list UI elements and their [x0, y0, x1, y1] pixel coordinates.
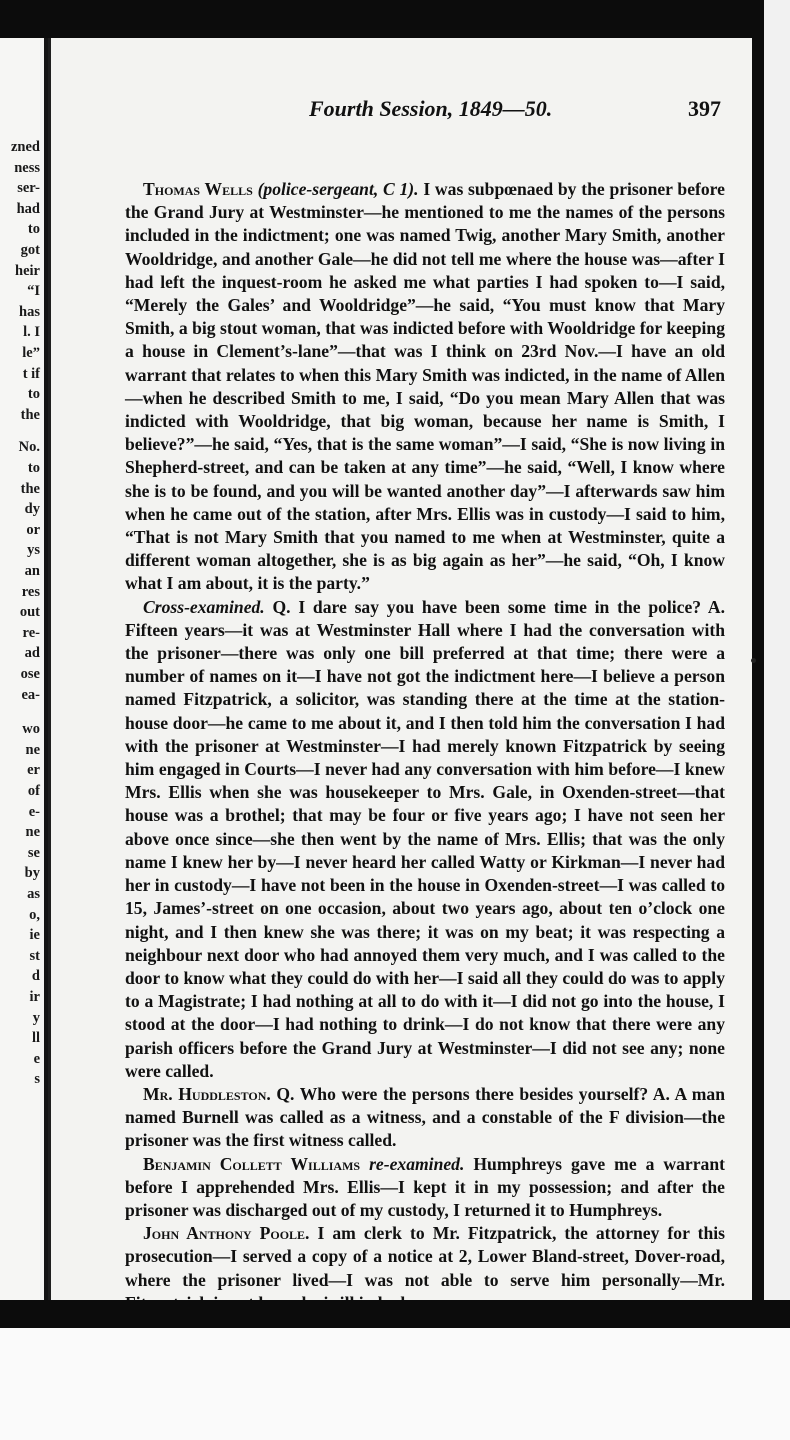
facing-page-fragment: zned [11, 139, 40, 155]
facing-page-fragment: res [21, 583, 40, 600]
running-head: Fourth Session, 1849—50. [309, 96, 553, 121]
facing-page-fragment: to [27, 221, 40, 238]
facing-page-fragment: ir [29, 989, 40, 1005]
witness-name: Benjamin Collett Williams [143, 1153, 361, 1174]
facing-page-fragment: heir [15, 262, 40, 279]
facing-page-fragment: t if [22, 365, 40, 382]
witness-name: Thomas Wells [143, 179, 253, 199]
facing-page-fragment: had [16, 200, 40, 217]
facing-page-fragment: ll [31, 1030, 40, 1047]
facing-page-fragment: ser- [17, 180, 40, 197]
facing-page-fragment: e [33, 1050, 40, 1067]
facing-page-fragment: ne [25, 824, 40, 841]
facing-page-fragment: as [27, 886, 40, 902]
scan-frame-bottom [0, 1300, 790, 1328]
scan-frame-right [752, 30, 764, 1330]
witness-name: John Anthony Poole. [143, 1223, 310, 1244]
facing-page-fragment: ness [14, 159, 40, 176]
facing-page-fragment: out [19, 604, 40, 621]
re-examination-paragraph [125, 1153, 725, 1223]
facing-page-fragment: le” [22, 345, 40, 361]
facing-page-fragment: No. [18, 439, 40, 456]
facing-page-fragment: “I [27, 283, 40, 300]
ink-speck [751, 658, 756, 663]
facing-page-fragment: dy [24, 501, 40, 518]
facing-page-fragment: ose [20, 666, 40, 682]
facing-page-fragment: the [20, 406, 40, 423]
facing-page-fragment: got [20, 242, 40, 258]
page-number: 397 [688, 96, 721, 121]
facing-page-fragment: d [31, 968, 40, 985]
scan-margin-right [764, 0, 790, 1440]
facing-page-fragment: the [20, 480, 40, 497]
testimony-paragraph [125, 178, 725, 596]
facing-page-fragment: s [34, 1071, 40, 1088]
facing-page-fragment: l. I [23, 324, 40, 341]
witness-role: re-examined. [369, 1153, 465, 1174]
cross-examined-label: Cross-examined. [143, 596, 265, 617]
witness-role: (police-sergeant, C 1). [257, 179, 419, 199]
facing-page-fragment: ne [25, 741, 40, 758]
facing-page-fragment: e- [28, 803, 40, 820]
facing-page-fragment: of [27, 783, 40, 799]
testimony-text: Q. I dare say you have been some time in the police? A. Fifteen years—it was at Westminster Hall where I had the conversation with the prisoner—there was only one bill preferred at that time; there were a number of names on it—I have not got the indictment here—I believe a person named Fitzpatrick, a solicitor, was standing there at the time at the station-house door—he came to me about it, and I then told him the conversation I had with the prisoner at Westminster—I had merely known Fitzpatrick by seeing him engaged in Courts—I never had any conversation with him before—I knew Mrs. Ellis when she was housekeeper to Mrs. Gale, in Oxenden-street—that house was a brothel; that may be four or five years ago; I have not seen her above once since—she then went by the name of Mrs. Ellis; that was the only name I knew her by—I never heard her called Watty or Kirkman—I never had her in custody—I have not been in the house in Oxenden-street—I was called to 15, James’-street on one occasion, about two years ago, about ten o’clock one night, and I then knew she was there; it was on my beat; it was respecting a neighbour next door who had annoyed them very much, and I was called to the door to know what they could do with her—I said all they could do was to apply to a Magistrate; I had nothing at all to do with it—I did not go into the house, I stood at the door—I had nothing to drink—I do not know that there were any parish officers before the Grand Jury at Westminster—I did not see any; none were called. [125, 596, 725, 1081]
counsel-name: Mr. Huddleston. [143, 1083, 271, 1104]
testimony-text: I was subpœnaed by the prisoner before the Grand Jury at Westminster—he mentioned to me the names of the persons included in the indictment; one was named Twig, another Mary Smith, another Wooldridge, and another Gale—he did not tell me where the house was—after I had left the inquest-room he asked me what parties I had spoken to—I said, “Merely the Gales’ and Wooldridge”—he said, “You must know that Mary Smith, a big stout woman, that was indicted before with Wooldridge for keeping a house in Clement’s-lane”—that was I think on 23rd Nov.—I have an old warrant that relates to when this Mary Smith was indicted, in the name of Allen—when he described Smith to me, I said, “Do you mean Mary Allen that was indicted with Wooldridge, that big woman, because her name is Smith, I believe?”—he said, “Yes, that is the same woman”—I said, “She is now living in Shepherd-street, and can be taken at any time”—he said, “Well, I know where she is to be found, and you will be wanted another day”—I afterwards saw him when he came out of the station, after Mrs. Ellis was in custody—I said to him, “That is not Mary Smith that you named to me when at Westminster, quite a different woman altogether, she is as big again as her”—he said, “Oh, I know what I am about, it is the party.” [125, 179, 725, 594]
facing-page-fragment: ea- [21, 686, 40, 703]
body-text [125, 178, 725, 1338]
document-page [48, 38, 752, 1300]
facing-page-fragment: or [26, 521, 40, 538]
facing-page-fragment: re- [22, 624, 40, 641]
page-header [111, 96, 721, 126]
facing-page-fragment: ie [29, 927, 40, 944]
scan-margin-bottom [0, 1328, 790, 1440]
facing-page-fragment: se [27, 844, 40, 861]
facing-page-fragment: st [29, 947, 40, 964]
facing-page-fragment: an [24, 563, 40, 579]
facing-page-fragment: ys [27, 542, 40, 559]
cross-examination-paragraph [125, 596, 725, 1083]
facing-page-fragment: o, [29, 906, 40, 923]
counsel-question-paragraph [125, 1083, 725, 1153]
facing-page-fragment: wo [22, 721, 40, 738]
facing-page-fragment: has [19, 303, 40, 320]
facing-page-fragment: by [24, 865, 40, 882]
testimony-text: Humphreys gave me a warrant before I apprehended Mrs. Ellis—I kept it in my possession; and after the prisoner was discharged out of my custody, I returned it to Humphreys. [125, 1153, 725, 1220]
facing-page-sliver [0, 38, 48, 1300]
facing-page-fragment: ad [24, 645, 40, 662]
facing-page-fragment: er [27, 762, 40, 779]
facing-page-fragment: y [32, 1009, 40, 1026]
testimony-text: I am clerk to Mr. Fitzpatrick, the attorney for this prosecution—I served a copy of a notice at 2, Lower Bland-street, Dover-road, where the prisoner lived—I was not able to serve him personally—Mr. [125, 1223, 725, 1290]
facing-page-fragment: to [27, 386, 40, 403]
facing-page-fragment: to [27, 460, 40, 476]
scan-frame-top [0, 0, 790, 38]
testimony-text: Q. Who were the persons there besides yourself? A. A man named Burnell was called as a witness, and a constable of the F division—the prisoner was the first witness called. [125, 1083, 725, 1151]
